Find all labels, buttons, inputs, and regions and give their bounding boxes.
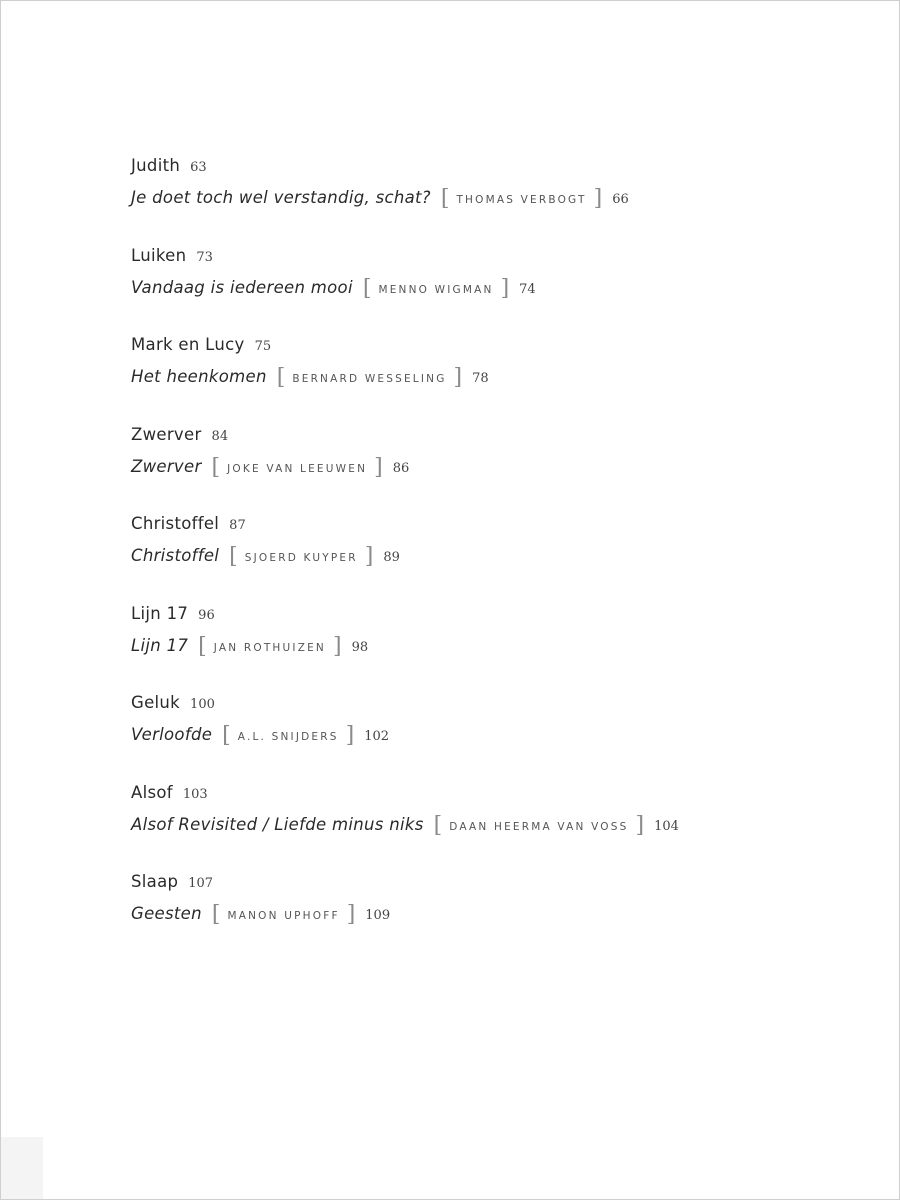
open-bracket: [ xyxy=(440,186,450,211)
story-title: Alsof Revisited / Liefde minus niks xyxy=(131,814,424,834)
author-name: MENNO WIGMAN xyxy=(378,283,494,296)
story-title: Vandaag is iedereen mooi xyxy=(131,277,353,297)
section-page-number: 75 xyxy=(254,339,272,354)
section-page-number: 73 xyxy=(196,249,213,265)
story-page-number: 78 xyxy=(472,371,489,386)
author-name: SJOERD KUYPER xyxy=(244,552,358,564)
open-bracket: [ xyxy=(211,454,221,480)
section-title: Judith xyxy=(131,156,181,175)
open-bracket: [ xyxy=(362,275,372,301)
section-line xyxy=(131,420,679,452)
section-line xyxy=(131,151,679,183)
table-of-contents xyxy=(131,151,679,957)
close-bracket: ] xyxy=(333,633,342,659)
story-title: Je doet toch wel verstandig, schat? xyxy=(131,188,431,207)
section-title: Geluk xyxy=(131,693,181,712)
toc-entry-1 xyxy=(131,151,679,241)
author-name: MANON UPHOFF xyxy=(227,910,340,922)
story-title: Geesten xyxy=(131,904,202,923)
open-bracket: [ xyxy=(433,812,443,838)
story-line xyxy=(131,631,679,663)
section-line xyxy=(131,778,679,810)
close-bracket: ] xyxy=(364,544,374,569)
section-line xyxy=(131,509,679,541)
section-line xyxy=(131,241,679,273)
story-line xyxy=(131,720,679,752)
story-page-number: 66 xyxy=(612,192,629,207)
toc-entry-9 xyxy=(131,867,679,957)
section-title: Christoffel xyxy=(131,514,220,533)
section-page-number: 63 xyxy=(190,160,207,175)
section-line xyxy=(131,599,679,631)
close-bracket: ] xyxy=(500,275,510,301)
story-page-number: 89 xyxy=(383,550,400,565)
story-line xyxy=(131,183,679,215)
story-page-number: 109 xyxy=(365,908,391,923)
toc-entry-3 xyxy=(131,330,679,420)
story-line xyxy=(131,541,679,573)
toc-entry-5 xyxy=(131,509,679,599)
open-bracket: [ xyxy=(211,902,221,927)
section-title: Alsof xyxy=(131,782,173,802)
section-page-number: 87 xyxy=(229,518,246,533)
close-bracket: ] xyxy=(345,723,355,748)
section-line xyxy=(131,688,679,720)
open-bracket: [ xyxy=(229,544,238,569)
close-bracket: ] xyxy=(374,454,383,480)
story-title: Christoffel xyxy=(131,546,220,565)
corner-shade xyxy=(1,1137,43,1199)
section-page-number: 100 xyxy=(190,697,215,712)
story-page-number: 98 xyxy=(351,639,369,655)
open-bracket: [ xyxy=(222,723,231,748)
section-page-number: 96 xyxy=(198,607,215,623)
story-line xyxy=(131,810,679,842)
story-title: Het heenkomen xyxy=(131,367,267,386)
story-page-number: 86 xyxy=(392,460,410,476)
story-title: Lijn 17 xyxy=(131,635,189,655)
toc-entry-4 xyxy=(131,420,679,510)
toc-entry-2 xyxy=(131,241,679,331)
section-page-number: 103 xyxy=(182,786,208,802)
story-page-number: 102 xyxy=(364,729,390,744)
story-title: Zwerver xyxy=(131,456,202,476)
section-title: Luiken xyxy=(131,245,187,265)
author-name: JAN ROTHUIZEN xyxy=(213,641,326,654)
section-page-number: 84 xyxy=(211,428,229,444)
story-title: Verloofde xyxy=(131,725,213,744)
author-name: DAAN HEERMA VAN VOSS xyxy=(449,820,629,833)
open-bracket: [ xyxy=(276,365,286,390)
close-bracket: ] xyxy=(635,812,645,838)
story-page-number: 104 xyxy=(654,818,679,834)
section-title: Zwerver xyxy=(131,424,202,444)
story-page-number: 74 xyxy=(519,281,536,297)
section-page-number: 107 xyxy=(188,876,214,891)
section-line xyxy=(131,867,679,899)
story-line xyxy=(131,273,679,305)
author-name: BERNARD WESSELING xyxy=(292,373,447,385)
toc-entry-6 xyxy=(131,599,679,689)
toc-entry-7 xyxy=(131,688,679,778)
author-name: A.L. SNIJDERS xyxy=(237,731,339,743)
section-line xyxy=(131,330,679,362)
open-bracket: [ xyxy=(198,633,207,659)
author-name: JOKE VAN LEEUWEN xyxy=(227,462,368,475)
section-title: Mark en Lucy xyxy=(131,335,245,354)
close-bracket: ] xyxy=(453,365,463,390)
close-bracket: ] xyxy=(593,186,603,211)
story-line xyxy=(131,899,679,931)
story-line xyxy=(131,452,679,484)
author-name: THOMAS VERBOGT xyxy=(456,194,587,206)
section-title: Lijn 17 xyxy=(131,603,189,623)
toc-entry-8 xyxy=(131,778,679,868)
story-line xyxy=(131,362,679,394)
close-bracket: ] xyxy=(346,902,356,927)
section-title: Slaap xyxy=(131,872,179,891)
